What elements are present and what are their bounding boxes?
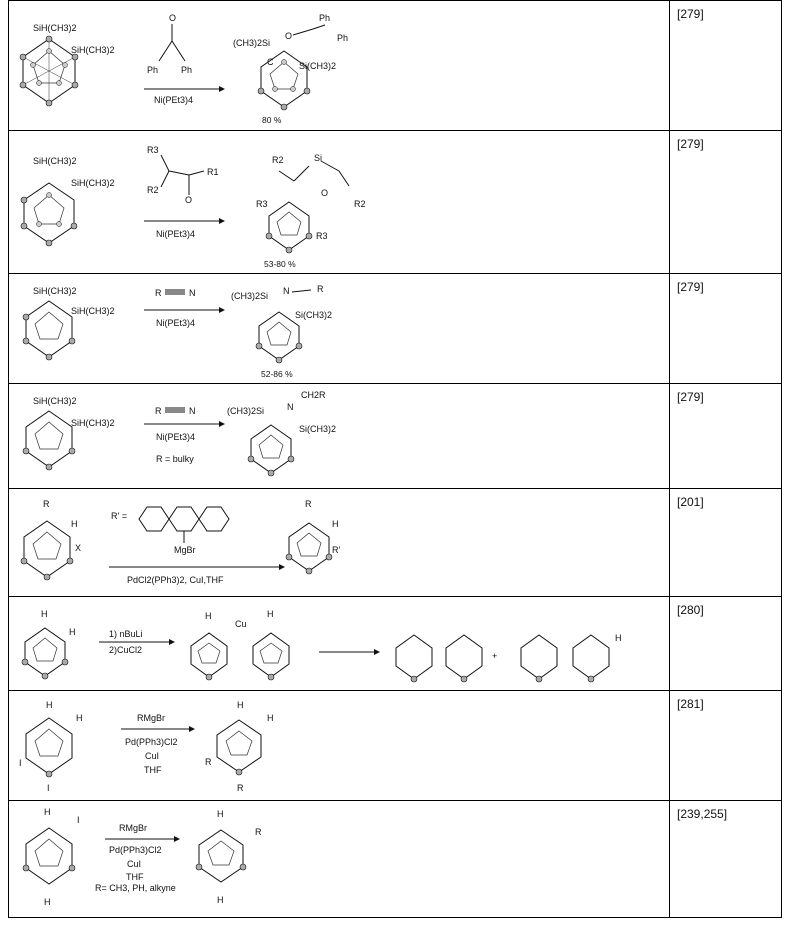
reaction-scheme (9, 131, 669, 274)
substituent-label: R2 (147, 185, 159, 195)
atom-label: H (44, 807, 51, 817)
reference: [280] (677, 603, 704, 617)
carborane-cage (258, 51, 310, 110)
column-divider (669, 1, 670, 130)
atom-label: H (237, 700, 244, 710)
substituent-label: R1 (207, 167, 219, 177)
condition-label: Ni(PEt3)4 (156, 318, 196, 328)
substituent-label: (CH3)2Si (227, 406, 265, 416)
column-divider (669, 131, 670, 273)
substituent-label: R (317, 284, 324, 294)
condition-label: Pd(PPh3)Cl2 (125, 737, 178, 747)
substituent-label: R (155, 406, 162, 416)
atom-label: O (169, 13, 177, 23)
condition-label: 2)CuCl2 (109, 645, 143, 655)
atom-label: H (205, 611, 212, 621)
condition-label: 1) nBuLi (109, 629, 143, 639)
carborane-cage (521, 635, 557, 682)
column-divider (669, 489, 670, 596)
atom-label: O (185, 195, 193, 205)
substituent-label: R (43, 499, 50, 509)
substituent-label: SiH(CH3)2 (71, 45, 115, 55)
atom-label: I (19, 758, 22, 768)
condition-label: Ni(PEt3)4 (154, 95, 194, 105)
atom-label: H (46, 700, 53, 710)
atom-label: I (47, 783, 50, 793)
yield-label: 52-86 % (261, 369, 293, 379)
substituent-label: R3 (316, 231, 328, 241)
plus-sign: + (492, 651, 498, 661)
column-divider (669, 597, 670, 690)
atom-label: H (217, 895, 224, 905)
condition-label: RMgBr (137, 713, 166, 723)
substituent-label: SiH(CH3)2 (71, 306, 115, 316)
carborane-cage (26, 718, 72, 777)
substituent-label: R (255, 827, 262, 837)
reaction-scheme (9, 1, 669, 131)
substituent-label: (CH3)2Si (233, 38, 271, 48)
carborane-cage (191, 633, 227, 680)
reaction-scheme (9, 801, 669, 917)
anthracene-ring (139, 507, 229, 543)
table-row (9, 131, 781, 274)
condition-label: THF (144, 765, 162, 775)
carborane-cage (22, 628, 68, 679)
substituent-label: Ph (319, 13, 331, 23)
condition-label: Ni(PEt3)4 (156, 229, 196, 239)
substituent-label: (CH3)2Si (231, 291, 269, 301)
table-row (9, 274, 781, 384)
carborane-cage (253, 633, 289, 680)
carborane-cage (286, 523, 332, 574)
yield-label: 53-80 % (264, 259, 296, 269)
carborane-cage (23, 301, 75, 360)
condition-label: Ni(PEt3)4 (156, 432, 196, 442)
condition-label: PdCl2(PPh3)2, CuI,THF (127, 575, 224, 585)
atom-label: O (321, 188, 329, 198)
reference: [279] (677, 7, 704, 21)
substituent-label: R (155, 288, 162, 298)
atom-label: H (267, 713, 274, 723)
reaction-scheme (9, 384, 669, 489)
column-divider (669, 274, 670, 383)
carborane-cage (23, 411, 75, 470)
atom-label: H (217, 809, 224, 819)
substituent-label: X (75, 543, 82, 553)
atom-label: H (615, 633, 622, 643)
substituent-label: SiH(CH3)2 (33, 156, 77, 166)
atom-label: N (189, 288, 196, 298)
column-divider (669, 384, 670, 488)
table-row (9, 384, 781, 489)
substituent-label: CH2R (301, 390, 326, 400)
substituent-label: R (205, 757, 212, 767)
atom-label: Si (314, 153, 323, 163)
carborane-cage (196, 830, 246, 882)
atom-label: C (267, 57, 274, 67)
carborane-cage (248, 425, 294, 476)
table-row (9, 489, 781, 597)
substituent-label: R (237, 783, 244, 793)
table-row (9, 801, 781, 917)
condition-label: CuI (127, 859, 142, 869)
atom-label: I (77, 815, 80, 825)
atom-label: H (44, 897, 51, 907)
table-row (9, 691, 781, 801)
carborane-cage (217, 720, 261, 775)
substituent-label: SiH(CH3)2 (33, 396, 77, 406)
reference: [239,255] (677, 807, 728, 821)
substituent-label: H (332, 519, 339, 529)
reaction-scheme (9, 691, 669, 801)
table-row (9, 1, 781, 131)
atom-label: N (189, 406, 196, 416)
reaction-scheme (9, 597, 669, 691)
substituent-label: SiH(CH3)2 (71, 178, 115, 188)
substituent-label: SiH(CH3)2 (33, 23, 77, 33)
atom-label: N (287, 402, 294, 412)
carborane-cage (21, 521, 73, 580)
atom-label: N (283, 286, 290, 296)
substituent-label: R3 (256, 199, 268, 209)
atom-label: H (267, 609, 274, 619)
carborane-cage (21, 183, 77, 246)
atom-label: H (76, 713, 83, 723)
note-label: R = bulky (156, 454, 194, 464)
reaction-table (8, 0, 782, 918)
condition-label: Pd(PPh3)Cl2 (109, 845, 162, 855)
substituent-label: R' (332, 545, 341, 555)
substituent-label: Si(CH3)2 (299, 61, 337, 71)
reagent-group: MgBr (174, 545, 196, 555)
carborane-cage (20, 36, 78, 106)
substituent-label: H (71, 519, 78, 529)
carborane-cage (396, 635, 432, 682)
reference: [281] (677, 697, 704, 711)
yield-label: 80 % (262, 115, 282, 125)
substituent-label: Si(CH3)2 (295, 310, 333, 320)
reference: [279] (677, 390, 704, 404)
table-row (9, 597, 781, 691)
atom-label: H (69, 627, 76, 637)
reaction-scheme (9, 274, 669, 384)
column-divider (669, 691, 670, 800)
reference: [279] (677, 280, 704, 294)
reference: [279] (677, 137, 704, 151)
condition-label: R= CH3, PH, alkyne (95, 883, 176, 893)
substituent-label: SiH(CH3)2 (71, 418, 115, 428)
reference: [201] (677, 495, 704, 509)
condition-label: THF (126, 872, 144, 882)
substituent-label: SiH(CH3)2 (33, 286, 77, 296)
condition-label: RMgBr (119, 823, 148, 833)
substituent-label: R (305, 499, 312, 509)
substituent-label: Si(CH3)2 (299, 424, 337, 434)
atom-label: O (285, 31, 293, 41)
condition-label: CuI (145, 751, 160, 761)
reaction-scheme (9, 489, 669, 597)
substituent-label: R3 (147, 145, 159, 155)
substituent-label: Ph (181, 65, 193, 75)
carborane-cage (446, 635, 482, 682)
reagent-label: R' = (111, 511, 127, 521)
column-divider (669, 801, 670, 917)
substituent-label: Ph (337, 33, 349, 43)
substituent-label: R2 (272, 155, 284, 165)
carborane-cage (266, 202, 312, 253)
substituent-label: Ph (147, 65, 159, 75)
atom-label: Cu (235, 619, 247, 629)
substituent-label: R2 (354, 199, 366, 209)
carborane-cage (23, 828, 75, 884)
atom-label: H (41, 609, 48, 619)
carborane-cage (573, 635, 609, 682)
